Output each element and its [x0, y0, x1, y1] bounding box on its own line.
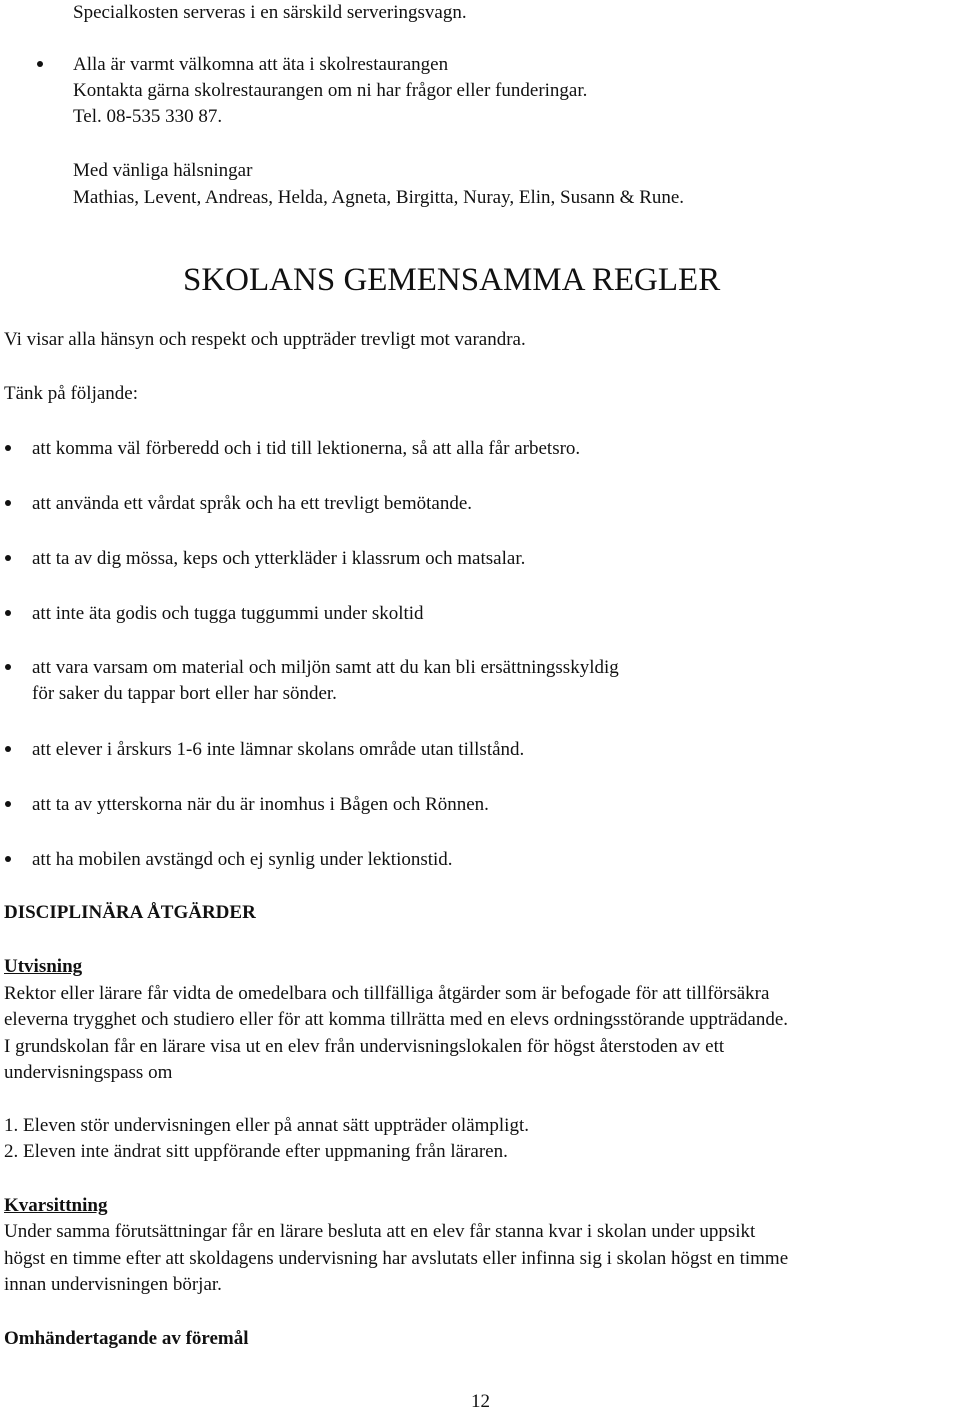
discipline-title: DISCIPLINÄRA ÅTGÄRDER [4, 902, 256, 923]
page-number: 12 [471, 1391, 490, 1412]
bullet-icon [5, 801, 11, 807]
rule-item-continuation: för saker du tappar bort eller har sönder. [32, 683, 337, 704]
kvarsittning-heading: Kvarsittning [4, 1195, 108, 1216]
rule-item: att ha mobilen avstängd och ej synlig under lektionstid. [32, 849, 453, 870]
utvisning-text: I grundskolan får en lärare visa ut en elev från undervisningslokalen för högst återstoden av ett [4, 1036, 725, 1057]
bullet-icon [5, 856, 11, 862]
bullet-icon [5, 500, 11, 506]
rule-item: att ta av ytterskorna när du är inomhus i Bågen och Rönnen. [32, 794, 489, 815]
rule-item: att ta av dig mössa, keps och ytterkläder i klassrum och matsalar. [32, 548, 526, 569]
omhandertagande-heading: Omhändertagande av föremål [4, 1328, 249, 1349]
bullet-icon [5, 610, 11, 616]
rule-item: att inte äta godis och tugga tuggummi under skoltid [32, 603, 424, 624]
kvarsittning-text: högst en timme efter att skoldagens undervisning har avslutats eller infinna sig i skolan högst en timme [4, 1248, 789, 1269]
rule-item: att elever i årskurs 1-6 inte lämnar skolans område utan tillstånd. [32, 739, 525, 760]
rule-item: att komma väl förberedd och i tid till lektionerna, så att alla får arbetsro. [32, 438, 581, 459]
utvisning-text: Rektor eller lärare får vidta de omedelbara och tillfälliga åtgärder som är befogade för att tillförsäkra [4, 983, 770, 1004]
utvisning-condition: 2. Eleven inte ändrat sitt uppförande efter uppmaning från läraren. [4, 1141, 508, 1162]
rules-title: SKOLANS GEMENSAMMA REGLER [183, 262, 721, 298]
bullet-icon [5, 664, 11, 670]
bullet-icon [5, 555, 11, 561]
bullet-icon [5, 746, 11, 752]
bullet-icon [5, 445, 11, 451]
utvisning-text: eleverna trygghet och studiero eller för att komma tillrätta med en elevs ordningsstörande uppträdande. [4, 1009, 789, 1030]
utvisning-heading: Utvisning [4, 956, 83, 977]
rule-item: att vara varsam om material och miljön samt att du kan bli ersättningsskyldig [32, 657, 619, 678]
bullet-icon [37, 61, 43, 67]
kvarsittning-text: innan undervisningen börjar. [4, 1274, 222, 1295]
kvarsittning-text: Under samma förutsättningar får en lärare besluta att en elev får stanna kvar i skolan under uppsikt [4, 1221, 756, 1242]
rules-lead: Vi visar alla hänsyn och respekt och uppträder trevligt mot varandra. [4, 329, 526, 350]
welcome-line: Alla är varmt välkomna att äta i skolrestaurangen [73, 54, 449, 75]
special-cost-text: Specialkosten serveras i en särskild serveringsvagn. [73, 2, 467, 23]
utvisning-text: undervisningspass om [4, 1062, 173, 1083]
rules-think: Tänk på följande: [4, 383, 139, 404]
utvisning-condition: 1. Eleven stör undervisningen eller på annat sätt uppträder olämpligt. [4, 1115, 529, 1136]
welcome-line: Tel. 08-535 330 87. [73, 106, 223, 127]
signature: Mathias, Levent, Andreas, Helda, Agneta, Birgitta, Nuray, Elin, Susann & Rune. [73, 187, 685, 208]
welcome-line: Kontakta gärna skolrestaurangen om ni har frågor eller funderingar. [73, 80, 588, 101]
greeting: Med vänliga hälsningar [73, 160, 253, 181]
rule-item: att använda ett vårdat språk och ha ett trevligt bemötande. [32, 493, 472, 514]
